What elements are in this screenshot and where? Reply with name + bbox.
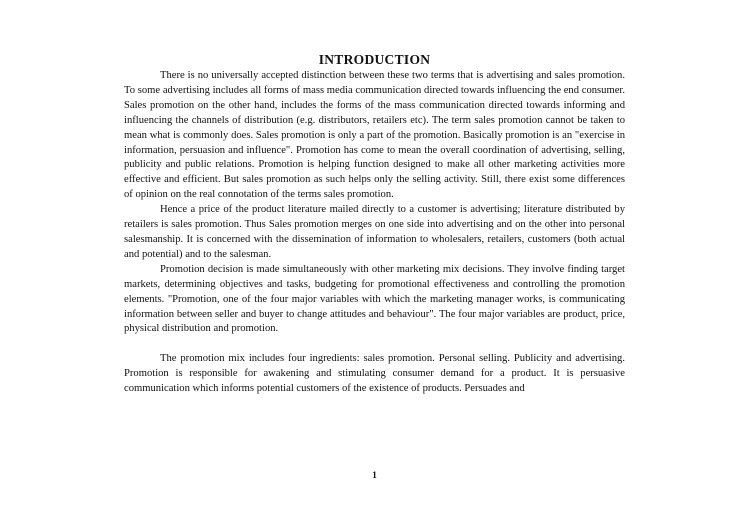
paragraph-4: The promotion mix includes four ingredients: sales promotion. Personal selling. Publicity and advertising. Promotion is responsible for awakening and stimulating consumer demand for a product. It is persuasive communication which informs potential customers of the existence of products. Persuades and xyxy=(124,353,625,395)
page-number: 1 xyxy=(372,471,377,481)
page-title: INTRODUCTION xyxy=(318,52,431,67)
document-page xyxy=(124,0,625,513)
paragraph-2: Hence a price of the product literature mailed directly to a customer is advertising; literature distributed by retailers is sales promotion. Thus Sales promotion merges on one side into advertising and on the other into personal salesmanship. It is concerned with the dissemination of information to wholesalers, retailers, customers (both actual and potential) and to the salesman. xyxy=(124,204,625,260)
paragraph-1: There is no universally accepted distinction between these two terms that is advertising and sales promotion. To some advertising includes all forms of mass media communication directed towards influencing the end consumer. Sales promotion on the other hand, includes the forms of the mass communication directed towards informing and influencing the channels of distribution (e.g. distributors, retailers etc). The term sales promotion cannot be taken to mean what is commonly does. Sales promotion is only a part of the promotion. Basically promotion is an "exercise in information, persuasion and influence". Promotion has come to mean the overall coordination of advertising, selling, publicity and public relations. Promotion is helping function designed to make all other marketing activities more effective and efficient. But sales promotion as such helps only the selling activity. Still, there exist some differences of opinion on the real connotation of the terms sales promotion. xyxy=(124,70,625,201)
document-body xyxy=(124,69,625,397)
paragraph-3: Promotion decision is made simultaneously with other marketing mix decisions. They involve finding target markets, determining objectives and tasks, budgeting for promotional effectiveness and controlling the promotion elements. "Promotion, one of the four major variables with which the marketing manager works, is communicating information between seller and buyer to change attitudes and behaviour". The four major variables are product, price, physical distribution and promotion. xyxy=(124,263,625,335)
